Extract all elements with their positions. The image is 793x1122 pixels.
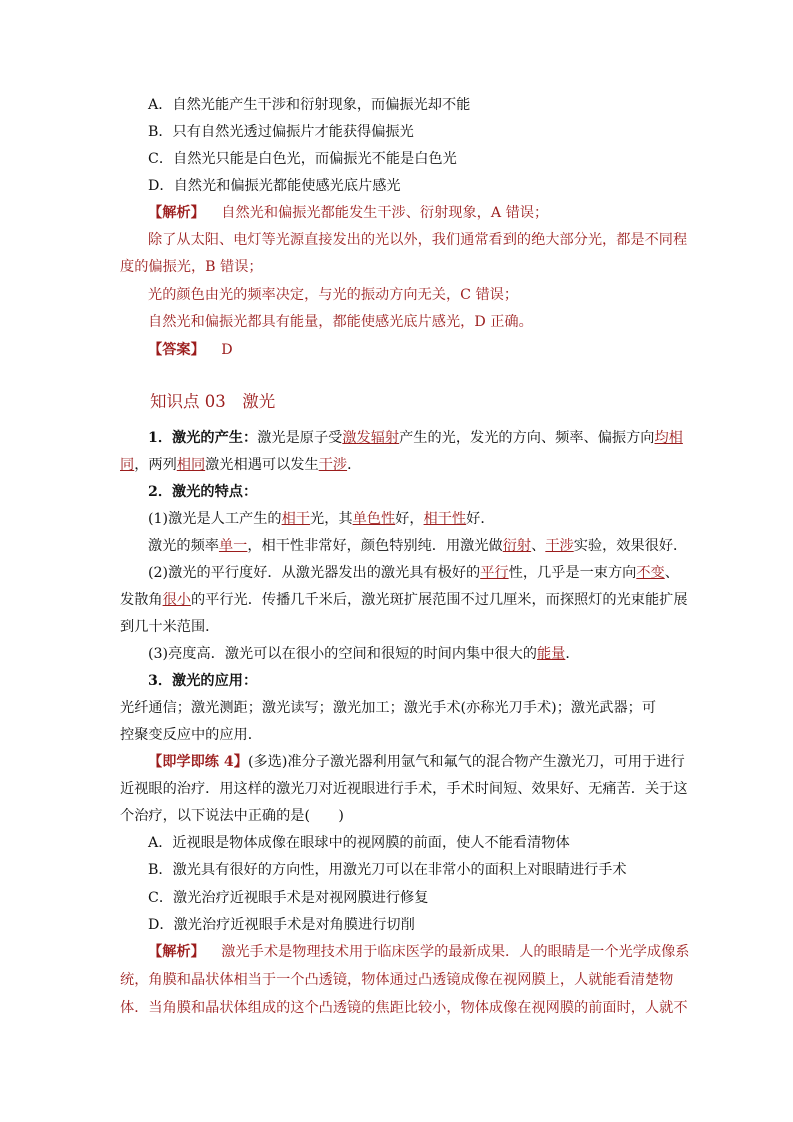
q3-analysis-line-3: 度的偏振光，B 错误； [120, 259, 263, 275]
p1-blank: 相同 [176, 457, 206, 473]
q4-option-b: B．激光具有很好的方向性，用激光刀可以在非常小的面积上对眼睛进行手术 [148, 862, 627, 878]
p2-text: 性，几乎是一束方向 [508, 565, 637, 581]
p2-blank: 不变 [636, 565, 665, 581]
q3-answer-tag: 【答案】 [148, 342, 205, 358]
p1-label: 1．激光的产生： [148, 430, 258, 446]
q3-answer-line [148, 340, 233, 360]
p1-text: 激光是原子受 [257, 430, 343, 446]
p2-blank: 衍射 [502, 538, 532, 554]
q4-stem-line-3: 个治疗，以下说法中正确的是( ) [120, 808, 344, 824]
q4-analysis-line-2: 统，角膜和晶状体相当于一个凸透镜，物体通过凸透镜成像在视网膜上，人就能看清楚物 [120, 972, 674, 988]
p1-text: 产生的光，发光的方向、频率、偏振方向 [399, 430, 655, 446]
p2-text: 、 [531, 538, 546, 554]
p2-label: 2．激光的特点： [148, 484, 258, 500]
p2-line-3 [148, 563, 679, 583]
p2-line-2 [148, 536, 687, 556]
p2-text: ，相干性非常好，颜色特别纯．用激光做 [247, 538, 503, 554]
q4-stem-line-1 [148, 752, 685, 772]
q4-tag: 【即学即练 4】 [148, 754, 248, 770]
p1-line-2 [120, 455, 361, 475]
p1-text: ，两列 [134, 457, 177, 473]
p2-text: (1)激光是人工产生的 [148, 511, 282, 527]
p3-line-2: 控聚变反应中的应用． [120, 727, 262, 743]
q3-analysis-text-1: 自然光和偏振光都能发生干涉、衍射现象，A 错误； [221, 205, 549, 221]
p2-line-4 [120, 590, 688, 610]
q4-stem-text: (多选)准分子激光器利用氩气和氟气的混合物产生激光刀，可用于进行 [247, 754, 685, 770]
p3-line-1: 光纤通信；激光测距；激光读写；激光加工；激光手术(亦称光刀手术)；激光武器；可 [120, 700, 657, 716]
p2-text: ． [565, 646, 580, 662]
p2-blank: 单一 [218, 538, 248, 554]
q3-analysis-line-1 [148, 203, 548, 223]
p1-blank: 干涉 [318, 457, 348, 473]
p2-blank: 干涉 [545, 538, 574, 554]
q4-option-c: C．激光治疗近视眼手术是对视网膜进行修复 [148, 890, 429, 906]
p2-text: 、 [664, 565, 679, 581]
q4-analysis-line-3: 体．当角膜和晶状体组成的这个凸透镜的焦距比较小，物体成像在视网膜的前面时，人就不 [120, 1000, 688, 1016]
p2-text: (3)亮度高．激光可以在很小的空间和很短的时间内集中很大的 [148, 646, 537, 662]
q3-analysis-line-2: 除了从太阳、电灯等光源直接发出的光以外，我们通常看到的绝大部分光，都是不同程 [148, 232, 688, 248]
p2-blank: 能量 [536, 646, 566, 662]
q3-option-c: C．自然光只能是白色光，而偏振光不能是白色光 [148, 151, 457, 167]
q3-analysis-line-4: 光的颜色由光的频率决定，与光的振动方向无关，C 错误； [148, 287, 519, 303]
p1-text: 激光相遇可以发生 [205, 457, 319, 473]
p1-blank: 激发辐射 [342, 430, 400, 446]
p2-text: 光，其 [310, 511, 353, 527]
p2-blank: 相干性 [423, 511, 467, 527]
p3-label: 3．激光的应用： [148, 673, 258, 689]
p1-text: ． [347, 457, 362, 473]
p2-text: 的平行光．传播几千米后，激光斑扩展范围不过几厘米，而探照灯的光束能扩展 [190, 592, 688, 608]
p2-text: 好． [466, 511, 495, 527]
p2-line-1 [148, 509, 495, 529]
q3-answer-value: D [221, 342, 233, 358]
p1-blank: 同 [120, 457, 135, 473]
p1-blank: 均相 [654, 430, 683, 446]
q4-analysis-line-1 [148, 942, 689, 962]
p2-line-5: 到几十米范围． [120, 619, 220, 635]
q3-option-d: D．自然光和偏振光都能使感光底片感光 [148, 178, 401, 194]
q3-option-b: B．只有自然光透过偏振片才能获得偏振光 [148, 124, 414, 140]
p2-blank: 平行 [480, 565, 509, 581]
p2-text: 实验，效果很好． [573, 538, 688, 554]
p2-blank: 很小 [162, 592, 191, 608]
p1-line-1 [148, 428, 683, 448]
q3-analysis-tag: 【解析】 [148, 205, 205, 221]
q4-analysis-text-1: 激光手术是物理技术用于临床医学的最新成果．人的眼睛是一个光学成像系 [221, 944, 690, 960]
p2-text: 发散角 [120, 592, 163, 608]
q4-option-d: D．激光治疗近视眼手术是对角膜进行切削 [148, 917, 415, 933]
p2-text: 好， [395, 511, 424, 527]
section-title: 知识点 03 激光 [150, 392, 276, 411]
q4-stem-line-2: 近视眼的治疗．用这样的激光刀对近视眼进行手术，手术时间短、效果好、无痛苦．关于这 [120, 781, 688, 797]
p2-blank: 相干 [281, 511, 310, 527]
p2-text: (2)激光的平行度好．从激光器发出的激光具有极好的 [148, 565, 481, 581]
p2-line-6 [148, 644, 580, 664]
p2-blank: 单色性 [352, 511, 396, 527]
q4-option-a: A．近视眼是物体成像在眼球中的视网膜的前面，使人不能看清物体 [148, 835, 570, 851]
q3-analysis-line-5: 自然光和偏振光都具有能量，都能使感光底片感光，D 正确。 [148, 314, 533, 330]
p2-text: 激光的频率 [148, 538, 219, 554]
q4-analysis-tag: 【解析】 [148, 944, 205, 960]
q3-option-a: A．自然光能产生干涉和衍射现象，而偏振光却不能 [148, 97, 471, 113]
